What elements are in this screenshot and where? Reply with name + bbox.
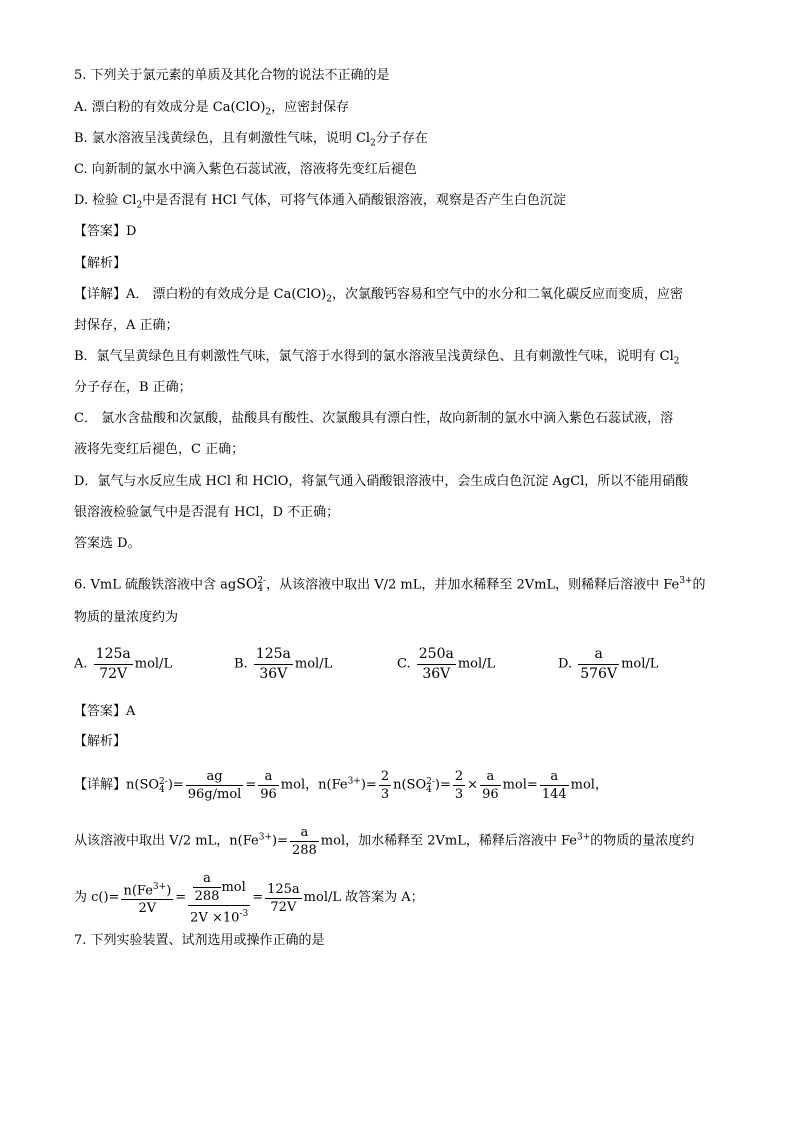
q5-detail-line-1: 【详解】A． 漂白粉的有效成分是 $Ca(ClO)_2$，次氯酸钙容易和空气中的水分和二氧化碳反应而变质，应密: [74, 287, 684, 305]
q5-option-a: A. 漂白粉的有效成分是 $Ca(ClO)_2$，应密封保存: [74, 100, 350, 118]
q6-analysis-label: 【解析】: [74, 734, 127, 749]
q5-detail-line-6: 液将先变红后褪色，C 正确；: [74, 442, 245, 457]
q6-stem-line-1: 6. VmL 硫酸铁溶液中含 agSO 2- 4 ，从该溶液中取出 V/2 mL，并加水稀释至 2VmL，则稀释后溶液中 $Fe^{3+}$的: [74, 575, 706, 594]
q6-equation-2: 从该溶液中取出 V/2 mL，$n(Fe^{3+})=$ $\frac{a}{288}$ mol，加水稀释至 2VmL，稀释后溶液中 $Fe^{3+}$的物质的量浓度约: [74, 825, 695, 858]
q5-answer: 【答案】D: [74, 224, 137, 239]
q5-detail-line-8: 银溶液检验氯气中是否混有 HCl，D 不正确；: [74, 505, 340, 520]
q6-equation-1: 【详解】n(SO 2- 4 )= $\frac{ag}{\text{96g/mol}}$ = $\frac{a}{96}$ mol，$n(Fe^{3+})=$ $\frac{2}{3}$ n(SO 2- 4 )= $\frac{2}{3}$ × $\frac{a}{96}$ mol= $\frac{a}{144}$ mol，: [74, 769, 608, 802]
q6-answer: 【答案】A: [74, 704, 136, 719]
q6-stem-line-2: 物质的量浓度约为: [74, 610, 179, 625]
q5-detail-line-4: 分子存在，B 正确；: [74, 380, 192, 395]
q5-detail-line-2: 封保存，A 正确；: [74, 318, 179, 333]
q7-stem: 7. 下列实验装置、试剂选用或操作正确的是: [74, 933, 325, 948]
q5-stem: 5. 下列关于氯元素的单质及其化合物的说法不正确的是: [74, 68, 390, 83]
q6-option-b: B. $\frac{125a}{36V}$ mol/L: [234, 646, 333, 682]
q5-analysis-label: 【解析】: [74, 256, 127, 271]
q6-option-d: D. $\frac{a}{576V}$ mol/L: [558, 646, 659, 682]
q5-detail-line-7: D．氯气与水反应生成 HCl 和 HClO，将氯气通入硝酸银溶液中，会生成白色沉淀 AgCl，所以不能用硝酸: [74, 474, 689, 489]
q6-equation-3: 为 c()= $\frac{n(Fe^{3+})}{2V}$ = $\frac{a}{288}$ mol $2V \times 10^{-3}$ = $\frac{125a}{72V}$ mol/L 故答案为 A；: [74, 871, 424, 926]
q5-conclusion: 答案选 D。: [74, 536, 141, 551]
q5-option-c: C. 向新制的氯水中滴入紫色石蕊试液，溶液将先变红后褪色: [74, 162, 417, 177]
q5-detail-line-5: C． 氯水含盐酸和次氯酸，盐酸具有酸性、次氯酸具有漂白性，故向新制的氯水中滴入紫色石蕊试液，溶: [74, 411, 674, 426]
q5-detail-line-3: B．氯气呈黄绿色且有刺激性气味，氯气溶于水得到的氯水溶液呈浅黄绿色、且有刺激性气味，说明有 $Cl_2$: [74, 349, 680, 367]
q6-option-a: A. $\frac{125a}{72V}$ mol/L: [74, 646, 173, 682]
q5-option-d: D. 检验 $Cl_2$中是否混有 HCl 气体，可将气体通入硝酸银溶液，观察是否产生白色沉淀: [74, 193, 566, 211]
q6-option-c: C. $\frac{250a}{36V}$ mol/L: [397, 646, 496, 682]
q5-option-b: B. 氯水溶液呈浅黄绿色，且有刺激性气味，说明 $Cl_2$分子存在: [74, 131, 428, 149]
